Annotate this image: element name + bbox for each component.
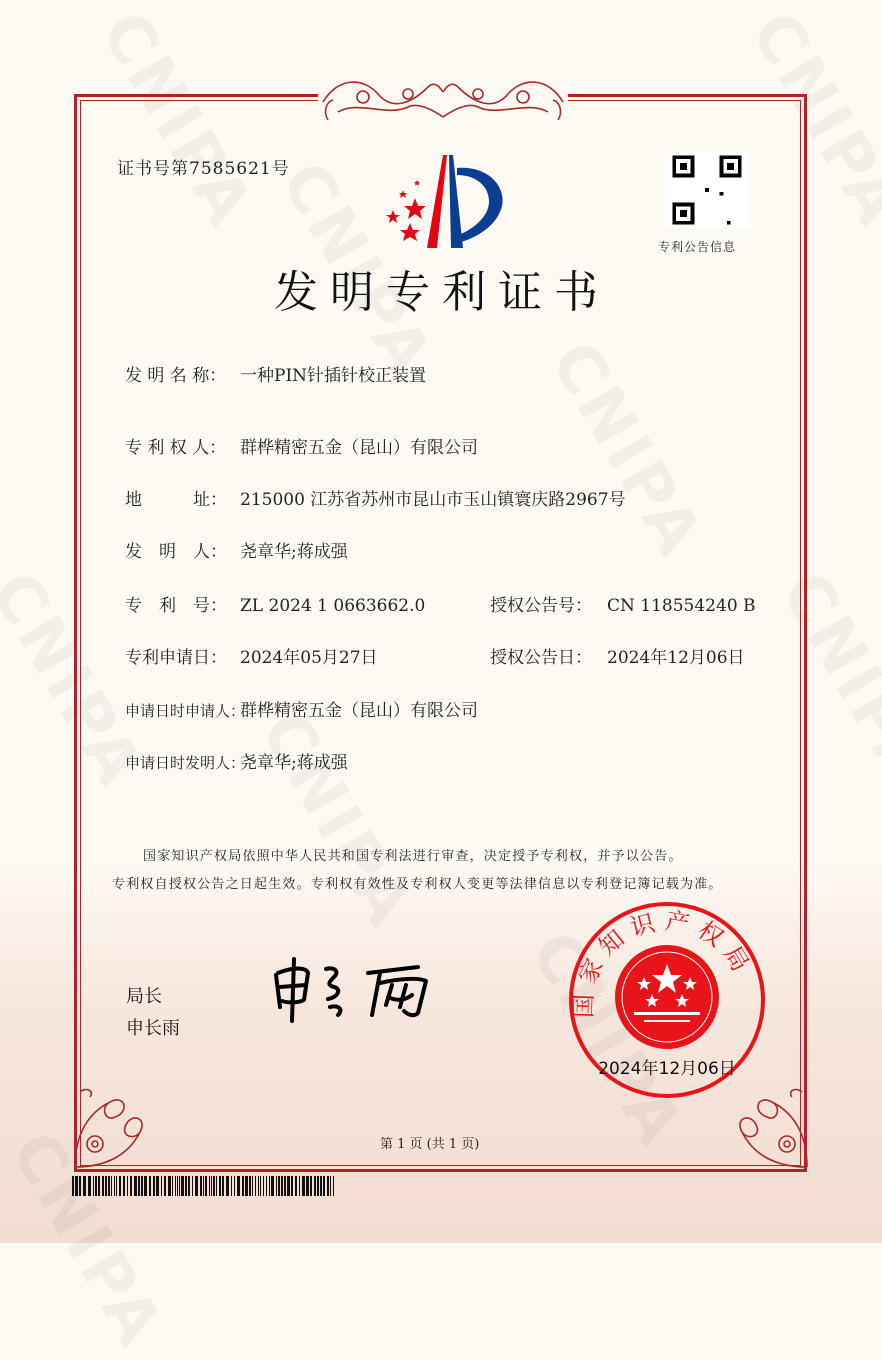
notice-line-1: 国家知识产权局依照中华人民共和国专利法进行审查，决定授予专利权，并予以公告。	[143, 849, 683, 864]
notice-line-2: 专利权自授权公告之日起生效。专利权有效性及专利权人变更等法律信息以专利登记簿记载为准。	[112, 877, 723, 892]
field-value: 215000 江苏省苏州市昆山市玉山镇寰庆路2967号	[240, 490, 626, 510]
signature-icon	[268, 955, 458, 1025]
signatory-name: 申长雨	[126, 1018, 180, 1039]
signatory-title: 局长	[126, 986, 162, 1007]
field-label: 专 利 权 人：	[125, 438, 227, 458]
field-value: 尧章华;蒋成强	[240, 542, 348, 562]
field-label: 授权公告号：	[490, 596, 592, 616]
field-label: 专 利 号：	[125, 596, 227, 616]
field-value: 群桦精密五金（昆山）有限公司	[240, 438, 478, 458]
certificate-number: 证书号第7585621号	[117, 159, 290, 179]
cnipa-logo-icon	[375, 150, 515, 250]
field-label: 发 明 人：	[125, 542, 227, 562]
field-label: 发 明 名 称：	[125, 366, 227, 386]
field-label: 授权公告日：	[490, 648, 592, 668]
qr-label: 专利公告信息	[658, 240, 737, 254]
field-value: 一种PIN针插针校正装置	[240, 366, 427, 386]
field-label: 地 址：	[125, 490, 227, 510]
field-value: CN 118554240 B	[607, 596, 756, 616]
field-row-patent-number	[0, 594, 882, 618]
field-row-inventor	[0, 540, 882, 564]
field-value: 群桦精密五金（昆山）有限公司	[240, 701, 478, 721]
field-value: ZL 2024 1 0663662.0	[240, 596, 426, 616]
certificate-title: 发明专利证书	[274, 267, 610, 318]
field-label: 申请日时发明人：	[125, 754, 246, 772]
field-row-inventor-at-filing	[0, 751, 882, 775]
field-row-dates	[0, 646, 882, 670]
seal-text: 国家知识产权局	[569, 906, 759, 1019]
field-row-address	[0, 488, 882, 512]
top-ornament-icon	[318, 72, 568, 124]
qr-code-icon[interactable]	[665, 152, 749, 228]
field-row-applicant-at-filing	[0, 699, 882, 723]
field-row-invention-name	[0, 364, 882, 388]
barcode-icon	[72, 1176, 334, 1196]
field-value: 尧章华;蒋成强	[240, 753, 348, 773]
page-number: 第 1 页 (共 1 页)	[380, 1137, 480, 1152]
field-label: 专利申请日：	[125, 648, 227, 668]
seal-date: 2024年12月06日	[598, 1059, 736, 1079]
field-value: 2024年12月06日	[607, 648, 745, 668]
field-row-patentee	[0, 436, 882, 460]
official-seal-icon	[564, 902, 770, 1098]
field-label: 申请日时申请人：	[125, 702, 246, 720]
field-value: 2024年05月27日	[240, 648, 378, 668]
corner-ornament-icon	[70, 1082, 160, 1172]
